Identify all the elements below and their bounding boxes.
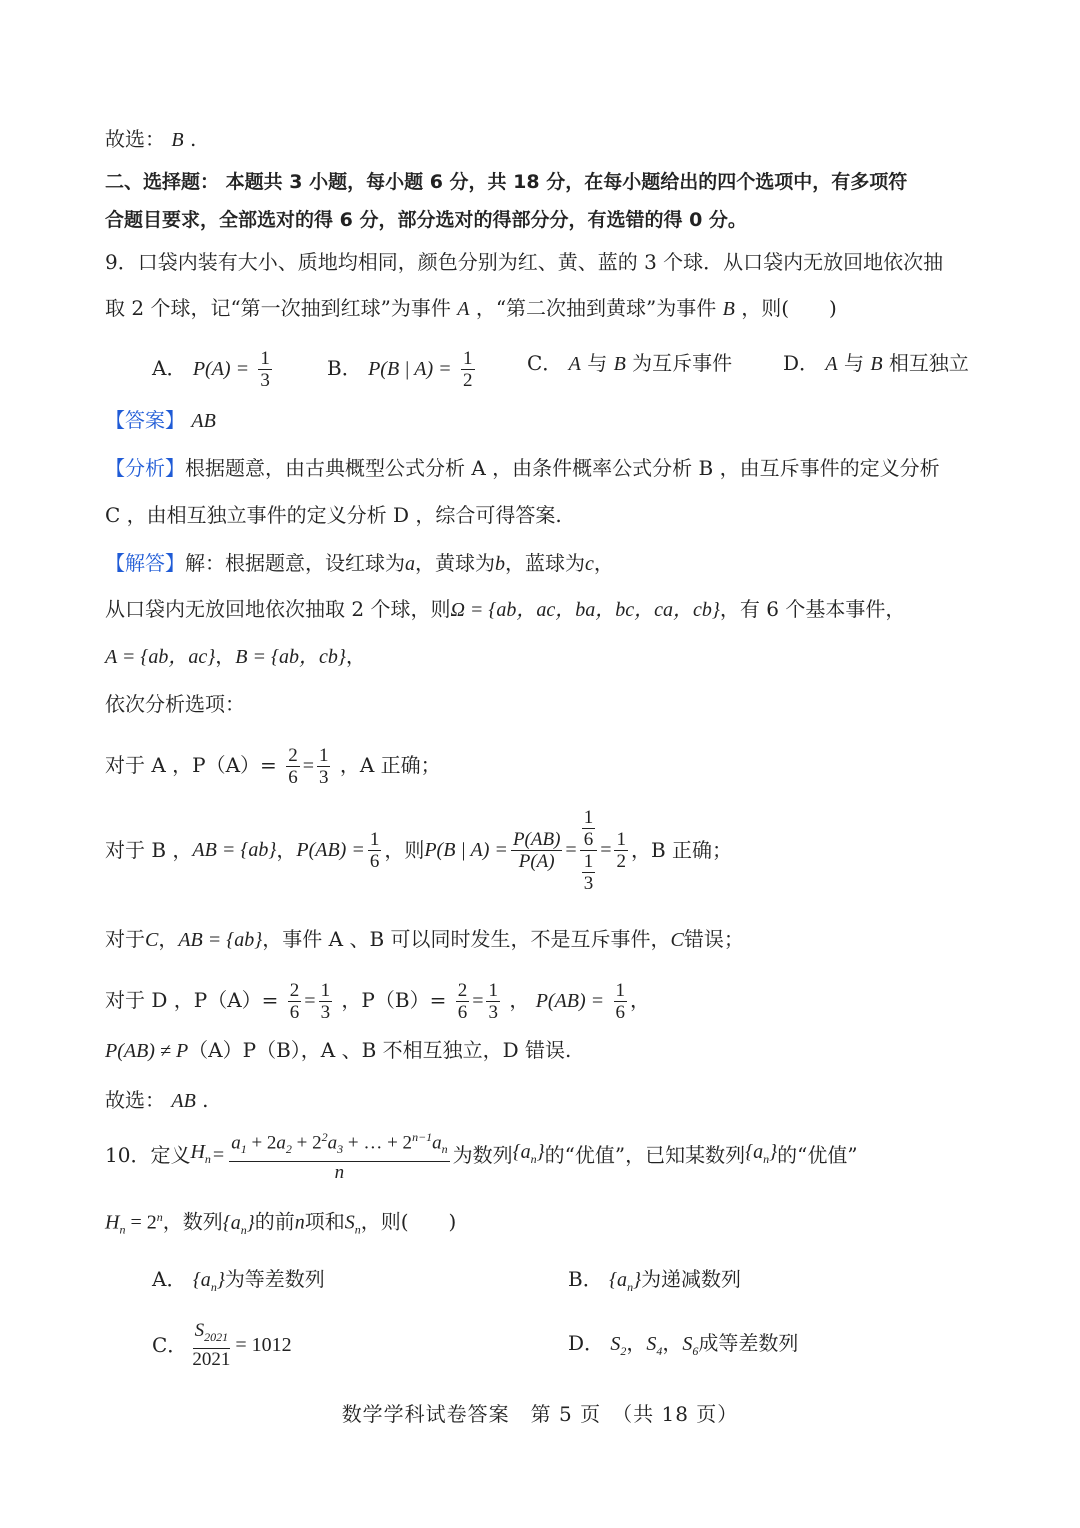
superscript: n xyxy=(156,1210,163,1224)
q9-stem-line2 xyxy=(105,295,837,322)
q9-solution-line4: 依次分析选项： xyxy=(105,692,245,716)
fraction xyxy=(258,348,272,391)
solution-text: 从口袋内无放回地依次抽取 2 个球，则 xyxy=(105,597,451,621)
subscript: 2 xyxy=(620,1344,627,1358)
equals: = xyxy=(472,990,484,1012)
numerator: 1 xyxy=(583,850,594,872)
answer-label: 故选： xyxy=(105,1088,165,1112)
seq-open: {a xyxy=(609,1269,628,1291)
option-letter: D． xyxy=(568,1331,605,1355)
option-letter: D． xyxy=(783,351,820,375)
option-expr: P(B | A) = xyxy=(368,358,452,380)
option-letter: C． xyxy=(527,351,563,375)
denominator: 3 xyxy=(488,1002,498,1023)
stem-text: 项和 xyxy=(304,1209,345,1234)
q10-stem-line2 xyxy=(105,1204,456,1243)
denominator: 6 xyxy=(288,767,298,788)
numerator: 1 xyxy=(318,745,329,766)
denominator: P(A) xyxy=(518,850,555,872)
q9-solution-for-c xyxy=(105,926,744,953)
option-text: 为等差数列 xyxy=(224,1267,325,1291)
s-6: $S_6$ xyxy=(682,1333,699,1358)
set-a: A = {ab，ac} xyxy=(105,646,216,668)
solution-text: ，B 正确； xyxy=(630,838,733,862)
fraction xyxy=(368,829,382,872)
numerator: 1 xyxy=(369,828,380,850)
option-letter: A． xyxy=(152,356,187,380)
comma: ， xyxy=(626,1331,647,1355)
fraction xyxy=(582,851,596,894)
subscript: n xyxy=(763,1151,770,1166)
denominator: 6 xyxy=(615,1002,626,1023)
subscript: n xyxy=(354,1222,361,1237)
answer-tag: 【答案】 xyxy=(105,408,185,432)
numerator: 1 xyxy=(488,980,498,1001)
q9-option-b xyxy=(327,348,478,391)
fraction xyxy=(486,980,500,1023)
subscript: n xyxy=(204,1151,211,1166)
seq-open: {a xyxy=(745,1140,764,1163)
numerator: 1 xyxy=(260,348,270,369)
seq-close: } xyxy=(633,1269,642,1291)
numerator xyxy=(193,1320,231,1349)
section-title: 二、选择题： xyxy=(105,171,220,193)
var-c: c xyxy=(585,553,594,575)
sequence-an xyxy=(513,1129,545,1182)
connector: 与 xyxy=(580,351,614,375)
numerator: 1 xyxy=(616,828,626,850)
analysis-tag: 【分析】 xyxy=(105,456,185,480)
denominator: 6 xyxy=(457,1002,468,1023)
denominator: 3 xyxy=(320,1002,331,1023)
set-b: B = {ab，cb} xyxy=(235,646,346,668)
subscript: n xyxy=(441,1142,448,1157)
comma: ， xyxy=(158,927,179,951)
numerator: 1 xyxy=(615,980,626,1001)
q9-answer-line xyxy=(105,407,216,434)
option-expr: P(A) = xyxy=(192,358,250,380)
option-text: 成等差数列 xyxy=(698,1331,799,1355)
subscript: 2021 xyxy=(204,1329,229,1344)
solution-tag: 【解答】 xyxy=(105,551,185,575)
stem-text: 的“优值” xyxy=(777,1143,858,1167)
denominator: 2 xyxy=(616,850,626,872)
solution-text: ，蓝球为 xyxy=(505,551,585,575)
section-header xyxy=(105,169,907,195)
h-symbol: H xyxy=(105,1211,120,1234)
solution-text: ，A 正确； xyxy=(339,753,441,777)
stem-text: 为数列 xyxy=(452,1143,513,1167)
option-text: 相互独立 xyxy=(882,351,969,375)
q9-solution-for-b xyxy=(105,806,733,894)
comma: ， xyxy=(509,988,530,1012)
denominator: 6 xyxy=(369,850,380,872)
subscript: 6 xyxy=(692,1344,699,1358)
var-a: a xyxy=(405,553,415,575)
s-symbol: S xyxy=(344,1211,355,1234)
denominator: 3 xyxy=(260,370,270,391)
event-b: B xyxy=(613,353,626,375)
h-n xyxy=(190,1129,210,1182)
solution-text: 对于 D ，P（A）= xyxy=(105,988,279,1012)
fraction xyxy=(582,807,596,850)
section-instructions-2: 合题目要求，全部选对的得 6 分，部分选对的得部分分，有选错的得 0 分。 xyxy=(105,209,747,231)
fraction xyxy=(286,745,300,788)
fraction xyxy=(511,829,562,872)
q9-option-a xyxy=(152,348,275,391)
option-letter: B． xyxy=(327,356,362,380)
stem-text: 的“优值”，已知某数列 xyxy=(544,1143,746,1167)
var-n: n xyxy=(294,1211,305,1234)
sequence-an xyxy=(192,1269,225,1294)
seq-open: {a xyxy=(222,1211,241,1234)
answer-value: AB xyxy=(171,1090,196,1112)
sequence-an xyxy=(745,1129,777,1182)
subscript: n xyxy=(530,1151,537,1166)
q10-label: 10．定义 xyxy=(105,1143,191,1167)
s-symbol: S xyxy=(194,1320,205,1341)
q10-stem-line1 xyxy=(105,1130,858,1183)
event-b: B xyxy=(722,298,735,320)
equals: = xyxy=(302,755,314,777)
denominator: 2021 xyxy=(192,1348,231,1370)
p-ab: P(AB) = xyxy=(296,839,365,861)
previous-answer-line xyxy=(105,126,196,153)
equals: = xyxy=(212,1144,225,1166)
comma: ， xyxy=(630,988,651,1012)
superscript: 2 xyxy=(321,1130,328,1145)
subscript: 2 xyxy=(285,1142,292,1157)
solution-text: 解：根据题意，设红球为 xyxy=(185,551,405,575)
subscript: n xyxy=(627,1280,634,1294)
solution-text: （A）P（B），A 、B 不相互独立，D 错误. xyxy=(188,1038,572,1062)
numerator: 2 xyxy=(288,745,298,766)
s-4: $S_4$ xyxy=(646,1333,663,1358)
comma: ， xyxy=(345,644,366,668)
comma: ， xyxy=(215,644,236,668)
analysis-text: 根据题意，由古典概型公式分析 A ，由条件概率公式分析 B ，由互斥事件的定义分析 xyxy=(185,456,940,480)
option-c-ref: C xyxy=(145,929,159,951)
event-b: B xyxy=(870,353,883,375)
answer-value: AB xyxy=(191,410,216,432)
stem-text: ，则( ) xyxy=(360,1209,457,1234)
seq-open: {a xyxy=(192,1269,211,1291)
subscript: n xyxy=(119,1222,126,1237)
numerator: 1 xyxy=(320,980,331,1001)
q9-stem-text-2: ，“第二次抽到黄球”为事件 xyxy=(475,296,717,320)
equals-expr: = 2 xyxy=(125,1211,157,1234)
seq-close: } xyxy=(216,1269,225,1291)
q9-solution-line3 xyxy=(105,643,366,670)
answer-label: 故选： xyxy=(105,127,165,151)
denominator: 6 xyxy=(289,1002,300,1023)
plus-term: + … + 2 xyxy=(343,1132,413,1154)
event-a: A xyxy=(568,353,581,375)
p-b-given-a: P(B | A) = xyxy=(424,839,508,861)
event-a: A xyxy=(825,353,838,375)
comma: ， xyxy=(593,551,614,575)
comma: ， xyxy=(276,838,297,862)
option-letter: C． xyxy=(152,1332,188,1357)
option-letter: A． xyxy=(152,1267,187,1291)
option-text: 为递减数列 xyxy=(641,1267,742,1291)
q9-stem-end: ，则( ) xyxy=(741,296,837,320)
fraction xyxy=(614,829,628,872)
q9-option-c xyxy=(527,348,732,379)
q9-solution-line1 xyxy=(105,550,614,577)
sequence-an xyxy=(222,1211,255,1237)
superscript: n−1 xyxy=(412,1130,433,1145)
page-footer: 数学学科试卷答案 第 5 页 （共 18 页） xyxy=(341,1402,739,1426)
p-ab: P(AB) = xyxy=(535,990,605,1012)
q9-option-d xyxy=(783,348,969,379)
set-ab: AB = {ab} xyxy=(192,839,277,861)
fraction xyxy=(614,980,628,1023)
period: . xyxy=(189,127,197,151)
subscript: n xyxy=(210,1280,217,1294)
sequence-an xyxy=(609,1269,642,1294)
equals: = xyxy=(600,839,612,861)
fraction xyxy=(461,348,475,391)
connector: 与 xyxy=(837,351,871,375)
term-a: a xyxy=(231,1132,241,1154)
equals: = xyxy=(565,839,577,861)
plus-term: + 2 xyxy=(291,1132,322,1154)
option-c-ref: C xyxy=(670,929,684,951)
answer-value: B xyxy=(171,129,184,151)
solution-text: 对于 xyxy=(105,927,145,951)
q9-final-answer xyxy=(105,1087,209,1114)
equals-expr: = 1012 xyxy=(235,1333,292,1356)
denominator: 6 xyxy=(583,828,594,850)
section-instructions-1: 本题共 3 小题，每小题 6 分，共 18 分，在每小题给出的四个选项中，有多项符 xyxy=(225,171,908,193)
q10-option-d xyxy=(568,1328,798,1366)
denominator xyxy=(580,851,598,894)
numerator: 2 xyxy=(457,980,468,1001)
term-a: a xyxy=(327,1132,338,1154)
denominator: 3 xyxy=(318,767,329,788)
event-a: A xyxy=(457,298,470,320)
subscript: 1 xyxy=(240,1142,247,1157)
solution-text: 错误； xyxy=(683,927,744,951)
q9-solution-line2 xyxy=(105,596,905,623)
q9-solution-for-d xyxy=(105,980,650,1023)
fraction xyxy=(190,1320,232,1370)
s-2: $S_2$ xyxy=(610,1333,627,1358)
plus-term: + 2 xyxy=(246,1132,277,1154)
term-a: a xyxy=(276,1132,286,1154)
numerator xyxy=(580,807,598,851)
denominator: 2 xyxy=(463,370,473,391)
period: . xyxy=(202,1088,209,1112)
stem-text: ，数列 xyxy=(162,1209,223,1234)
numerator: 1 xyxy=(463,348,473,369)
solution-text: ，黄球为 xyxy=(415,551,495,575)
q9-solution-neq xyxy=(105,1037,571,1064)
fraction xyxy=(317,745,331,788)
term-a: a xyxy=(432,1132,442,1154)
option-letter: B． xyxy=(568,1267,603,1291)
solution-text: ，则 xyxy=(384,838,425,862)
sample-space: Ω = {ab，ac，ba，bc，ca，cb} xyxy=(450,599,720,621)
fraction xyxy=(319,980,333,1023)
q9-stem-text: 取 2 个球，记“第一次抽到红球”为事件 xyxy=(105,296,451,320)
equals: = xyxy=(304,990,316,1012)
option-text: 为互斥事件 xyxy=(625,351,733,375)
numerator: P(AB) xyxy=(512,828,561,850)
q10-option-a xyxy=(152,1264,325,1302)
denominator: 3 xyxy=(583,872,594,894)
seq-close: } xyxy=(536,1140,545,1163)
numerator: 2 xyxy=(289,980,300,1001)
fraction xyxy=(288,980,302,1023)
solution-text: ，事件 A 、B 可以同时发生，不是互斥事件， xyxy=(262,927,671,951)
q9-analysis-line2: C ，由相互独立事件的定义分析 D ，综合可得答案. xyxy=(105,503,562,527)
subscript: 4 xyxy=(656,1344,663,1358)
seq-close: } xyxy=(246,1211,255,1234)
q9-solution-for-a xyxy=(105,745,441,788)
fraction xyxy=(456,980,470,1023)
var-b: b xyxy=(495,553,505,575)
subscript: 3 xyxy=(337,1142,344,1157)
solution-text: ，P（B）= xyxy=(341,988,447,1012)
compound-fraction xyxy=(580,807,598,894)
solution-text: 对于 A ，P（A）= xyxy=(105,753,277,777)
comma: ， xyxy=(662,1331,683,1355)
numerator xyxy=(229,1127,449,1161)
q9-analysis-line1 xyxy=(105,455,940,481)
seq-open: {a xyxy=(512,1140,531,1163)
q10-option-c xyxy=(152,1320,292,1370)
solution-text: ，有 6 个基本事件， xyxy=(719,597,906,621)
h-symbol: H xyxy=(190,1140,205,1163)
denominator: n xyxy=(334,1161,345,1183)
seq-close: } xyxy=(769,1140,778,1163)
numerator: 1 xyxy=(583,806,594,828)
q9-stem-line1: 9．口袋内装有大小、质地均相同，颜色分别为红、黄、蓝的 3 个球．从口袋内无放回地依次抽 xyxy=(105,250,944,274)
q10-option-b xyxy=(568,1264,741,1302)
stem-text: 的前 xyxy=(254,1209,295,1234)
optimal-value-fraction xyxy=(229,1127,449,1182)
subscript: n xyxy=(240,1222,247,1237)
set-ab: AB = {ab} xyxy=(178,929,263,951)
solution-text: 对于 B ， xyxy=(105,838,193,862)
inequality-expr: P(AB) ≠ P xyxy=(105,1040,189,1062)
